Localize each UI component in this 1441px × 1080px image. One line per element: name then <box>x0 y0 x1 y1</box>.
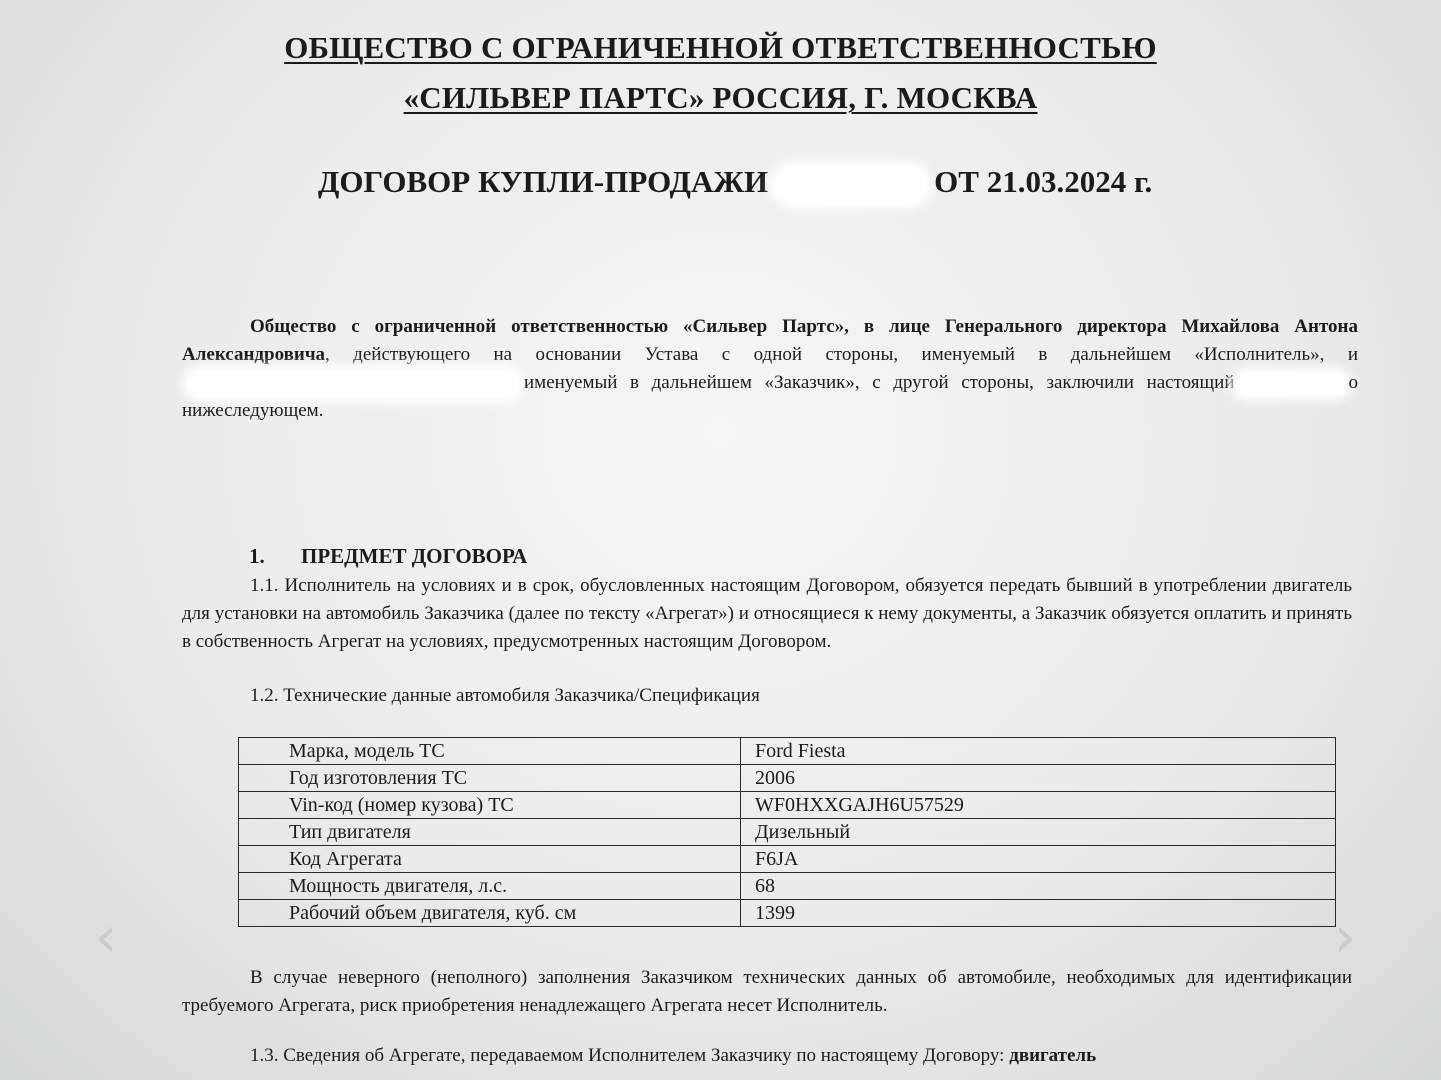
clause-1-3-bold: двигатель <box>1009 1045 1097 1066</box>
spec-value-cell: 68 <box>741 873 1336 900</box>
spec-value-cell: 1399 <box>741 900 1336 927</box>
table-row <box>239 846 1336 873</box>
org-name-line1: ОБЩЕСТВО С ОГРАНИЧЕННОЙ ОТВЕТСТВЕННОСТЬЮ <box>284 30 1157 65</box>
chevron-left-icon[interactable]: ‹ <box>94 905 118 970</box>
spec-value-cell: Ford Fiesta <box>741 738 1336 765</box>
spec-table <box>238 737 1336 927</box>
intro-paragraph <box>182 313 1358 425</box>
section-number: 1. <box>249 544 265 568</box>
spec-value-cell: 2006 <box>741 765 1336 792</box>
org-name-line2: «СИЛЬВЕР ПАРТС» РОССИЯ, Г. МОСКВА <box>403 80 1038 115</box>
spec-label-cell: Рабочий объем двигателя, куб. см <box>239 900 741 927</box>
spec-label-cell: Год изготовления ТС <box>239 765 741 792</box>
contract-title <box>318 164 1152 203</box>
table-row <box>239 792 1336 819</box>
redacted-contract-number <box>776 167 926 203</box>
intro-text-part1: , действующего на основании Устава с одной стороны, именуемый в дальнейшем «Исполнитель», и <box>325 344 1358 365</box>
clause-1-2: 1.2. Технические данные автомобиля Заказчика/Спецификация <box>250 685 760 706</box>
warning-paragraph: В случае неверного (неполного) заполнения Заказчиком технических данных об автомобиле, необходимых для идентификации требуемого Агрегата, риск приобретения ненадлежащего Агрегата несет Исполнитель. <box>182 967 1352 1016</box>
spec-label-cell: Марка, модель ТС <box>239 738 741 765</box>
redacted-customer-name <box>188 371 518 397</box>
table-row <box>239 765 1336 792</box>
table-row <box>239 819 1336 846</box>
chevron-right-icon[interactable]: › <box>1333 905 1357 970</box>
table-row <box>239 738 1336 765</box>
contract-title-prefix: ДОГОВОР КУПЛИ-ПРОДАЖИ <box>318 164 769 199</box>
table-row <box>239 873 1336 900</box>
contract-title-date: ОТ 21.03.2024 г. <box>934 164 1153 199</box>
clause-1-3 <box>182 1042 1352 1070</box>
clause-1-3-text: 1.3. Сведения об Агрегате, передаваемом Исполнителем Заказчику по настоящему Договору: <box>250 1045 1005 1066</box>
clause-1-1: 1.1. Исполнитель на условиях и в срок, обусловленных настоящим Договором, обязуется передать бывший в употреблении двигатель для установки на автомобиль Заказчика (далее по тексту «Агрегат») и относящиеся к нему документы, а Заказчик обязуется оплатить и принять в собственность Агрегат на условиях, предусмотренных настоящим Договором. <box>182 575 1352 652</box>
spec-value-cell: WF0HXXGAJH6U57529 <box>741 792 1336 819</box>
section-heading <box>249 544 527 569</box>
table-row <box>239 900 1336 927</box>
intro-bold-part: Общество с ограниченной ответственностью «Сильвер Партс», в лице Генерального директора Михайлова Антона Александровича <box>182 316 1358 365</box>
spec-table-body <box>239 738 1336 927</box>
spec-label-cell: Vin-код (номер кузова) ТС <box>239 792 741 819</box>
spec-value-cell: Дизельный <box>741 819 1336 846</box>
redacted-word <box>1237 373 1347 395</box>
section-title: ПРЕДМЕТ ДОГОВОРА <box>301 544 528 568</box>
spec-label-cell: Код Агрегата <box>239 846 741 873</box>
spec-value-cell: F6JA <box>741 846 1336 873</box>
intro-text-part2: именуемый в дальнейшем «Заказчик», с другой стороны, заключили настоящий <box>524 372 1235 393</box>
spec-label-cell: Мощность двигателя, л.с. <box>239 873 741 900</box>
intro-text-part3: о нижеследующем. <box>182 372 1358 421</box>
spec-label-cell: Тип двигателя <box>239 819 741 846</box>
